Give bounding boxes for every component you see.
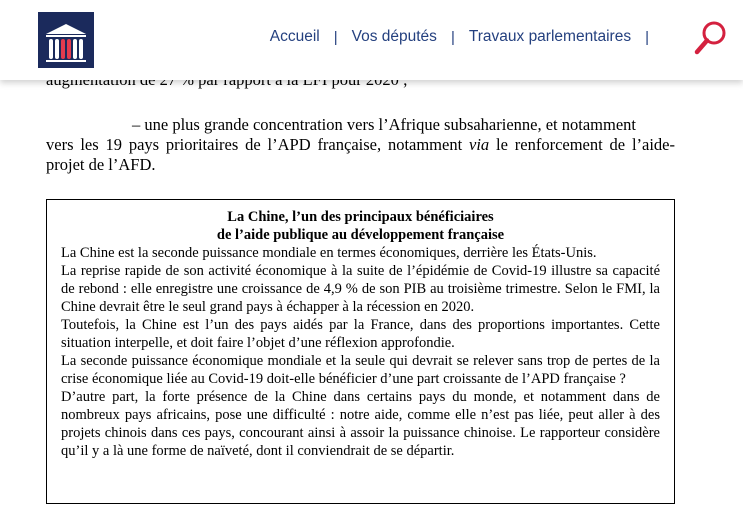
- main-nav: [270, 28, 663, 46]
- nav-travaux-parlementaires[interactable]: Travaux parlementaires: [468, 28, 632, 45]
- site-header: [0, 0, 743, 80]
- box-paragraph: La reprise rapide de son activité économique à la suite de l’épidémie de Covid-19 illustre sa capacité de rebond : elle enregistre une croissance de 4,9 % de son PIB au troisième trimestre. Selon le FMI, la Chine devrait être le seul grand pays à échapper à la récession en 2020.: [61, 263, 660, 315]
- search-button[interactable]: [693, 18, 729, 58]
- box-title-line: de l’aide publique au développement française: [216, 227, 505, 243]
- box-paragraph: D’autre part, la forte présence de la Chine dans certains pays du monde, et notamment dans de nombreux pays africains, pose une difficulté : notre aide, comme elle n’est pas liée, peut aller à des projets chinois dans ces pays, concourant ainsi à assoir la puissance chinoise. Le rapporteur considère qu’il y a là une forme de naïveté, dont il conviendrait de se départir.: [61, 389, 660, 459]
- hemicycle-icon: [38, 12, 94, 68]
- nav-vos-deputes[interactable]: Vos députés: [351, 28, 437, 45]
- nav-separator: |: [333, 28, 338, 46]
- assemblee-logo[interactable]: [38, 12, 94, 68]
- box-paragraph: La seconde puissance économique mondiale et la seule qui devrait se relever sans trop de pertes de la crise économique liée au Covid-19 doit-elle bénéficier d’une part croissante de l’APD française ?: [61, 353, 660, 387]
- nav-accueil[interactable]: Accueil: [269, 28, 320, 45]
- info-box: [46, 199, 675, 504]
- paragraph-line-1: – une plus grande concentration vers l’Afrique subsaharienne, et notamment: [132, 115, 636, 134]
- paragraph-text: vers les 19 pays prioritaires de l’APD française, notamment: [46, 135, 470, 154]
- search-icon: [693, 18, 729, 58]
- paragraph-line-2: [46, 135, 675, 175]
- box-title: [61, 208, 660, 244]
- nav-separator: |: [645, 28, 649, 46]
- body-paragraph: [46, 115, 675, 175]
- paragraph-text: le renforcement de l’aide-projet de l’AFD.: [46, 135, 676, 174]
- box-paragraph: Toutefois, la Chine est l’un des pays aidés par la France, dans des proportions importantes. Cette situation interpelle, et doit faire l’objet d’une réflexion approfondie.: [61, 317, 660, 351]
- box-paragraph: La Chine est la seconde puissance mondiale en termes économiques, derrière les États-Unis.: [61, 245, 597, 261]
- nav-separator: |: [450, 28, 455, 46]
- box-title-line: La Chine, l’un des principaux bénéficiaires: [227, 209, 494, 225]
- paragraph-italic: via: [469, 135, 490, 154]
